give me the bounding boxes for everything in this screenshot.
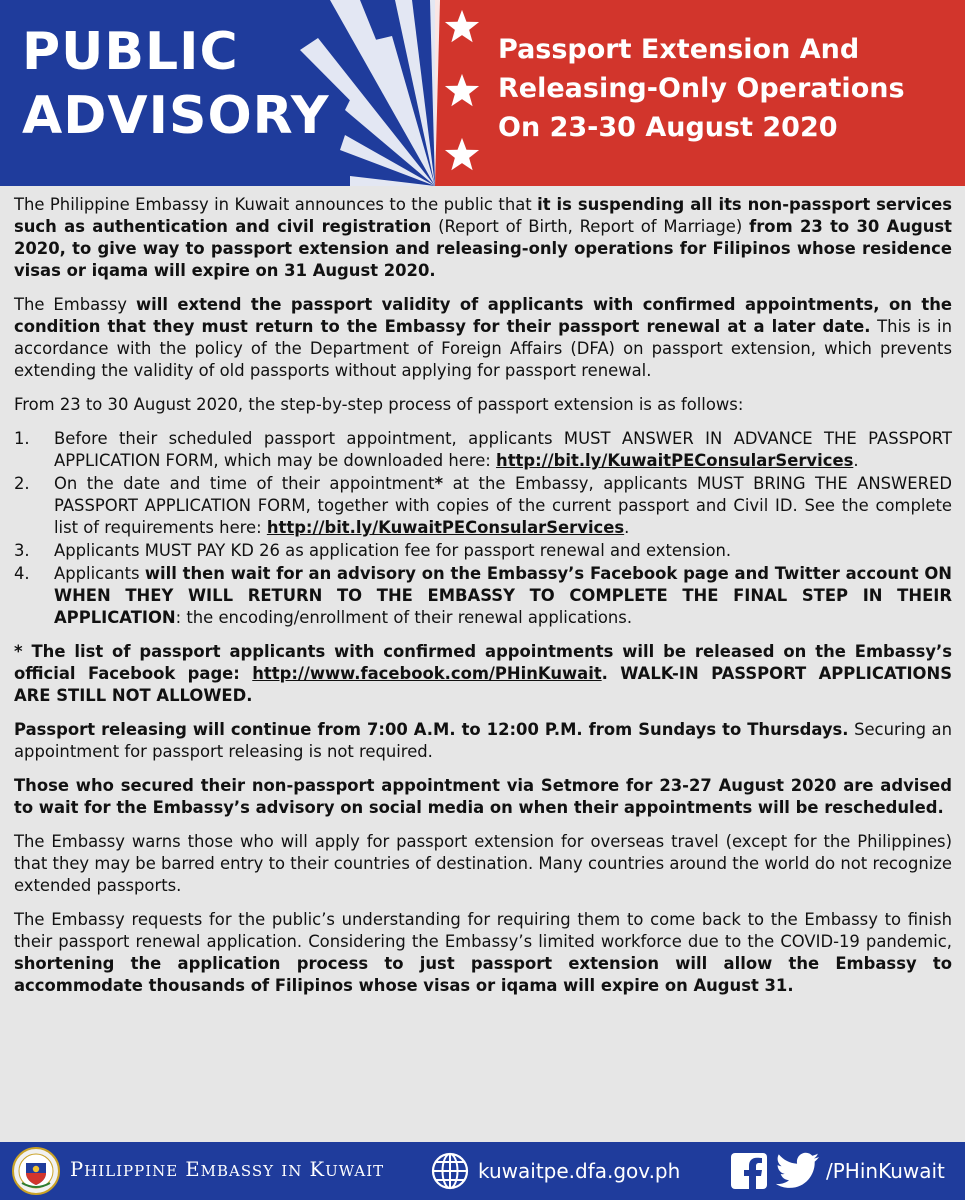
bold-text: shortening the application process to just passport extension will allow the Embassy to accommodate thousands of Filipinos whose visas or iqama will expire on August 31. [14,954,952,995]
text: On the date and time of their appointment [54,474,435,493]
text: HILIPPINE [84,1162,179,1180]
text: This is in accordance with the policy of the Department of Foreign Affairs (DFA) on passport extension, which prevents extending the validity of old passports without applying for passport renewal. [14,317,952,380]
text: Before their scheduled passport appointment, applicants MUST ANSWER IN ADVANCE THE PASSPORT APPLICATION FORM, which may be downloaded here: [54,429,952,470]
text: E [185,1158,201,1181]
step-number: 4. [14,564,30,583]
star-icon [443,72,481,110]
consular-services-link[interactable]: http://bit.ly/KuwaitPEConsularServices [496,451,854,470]
bold-text: Passport releasing will continue from 7:00 A.M. to 12:00 P.M. from Sundays to Thursdays. [14,720,849,739]
text: Securing an appointment for passport releasing is not required. [14,720,952,761]
twitter-icon[interactable] [776,1152,820,1190]
text: Applicants [54,564,145,583]
globe-icon [430,1151,470,1191]
text: at the Embassy, applicants MUST BRING THE ANSWERED PASSPORT APPLICATION FORM, together with copies of the current passport and Civil ID. See the complete list of requirements here: [54,474,952,537]
bold-text: . WALK-IN PASSPORT APPLICATIONS ARE STILL NOT ALLOWED. [14,664,952,705]
star-icon [443,8,481,46]
text: UWAIT [325,1162,385,1180]
star-icon [443,136,481,174]
text: Applicants MUST PAY KD 26 as application fee for passport renewal and extension. [54,541,732,560]
text: IN [281,1162,303,1180]
embassy-name [70,1158,384,1181]
advisory-subtitle [498,30,958,147]
bold-text: from 23 to 30 August 2020, to give way to passport extension and releasing-only operations for Filipinos whose residence visas or iqama will expire on 31 August 2020. [14,217,952,280]
paragraph-extension-policy [14,294,952,382]
subtitle-line-2: Releasing-Only Operations [498,73,905,104]
paragraph-understanding [14,909,952,997]
footer-bar [0,1142,965,1200]
facebook-icon[interactable] [730,1152,768,1190]
steps-list [14,428,952,629]
bold-text: will extend the passport validity of applicants with confirmed appointments, on the condition that they must return to the Embassy for their passport renewal at a later date. [14,295,952,336]
paragraph-process-intro: From 23 to 30 August 2020, the step-by-step process of passport extension is as follows: [14,395,744,414]
website-link[interactable]: kuwaitpe.dfa.gov.ph [478,1159,681,1183]
title-line-1: PUBLIC [22,22,239,82]
paragraph-releasing-hours [14,719,952,763]
list-item [14,540,952,562]
text: K [309,1158,326,1181]
step-number: 3. [14,541,30,560]
subtitle-line-1: Passport Extension And [498,34,860,65]
text: : the encoding/enrollment of their renewal applications. [175,608,633,627]
title-line-2: ADVISORY [22,86,330,146]
bold-text: will then wait for an advisory on the Embassy’s Facebook page and Twitter account ON WHEN THEY WILL RETURN TO THE EMBASSY TO COMPLETE THE FINAL STEP IN THEIR APPLICATION [54,564,953,627]
text: MBASSY [200,1162,275,1180]
bold-text: it is suspending all its non-passport services such as authentication and civil registration [14,195,952,236]
text: . [853,451,859,470]
bold-text: * The list of passport applicants with confirmed appointments will be released on the Embassy’s official Facebook page: [14,642,952,683]
paragraph-suspension [14,194,952,282]
text: The Embassy requests for the public’s understanding for requiring them to come back to the Embassy to finish their passport renewal application. Considering the Embassy’s limited workforce due to the COVID-19 pandemic, [14,910,952,951]
page-title [22,20,422,148]
requirements-link[interactable]: http://bit.ly/KuwaitPEConsularServices [266,518,625,537]
asterisk: * [434,474,444,493]
step-number: 1. [14,429,30,448]
social-handle-link[interactable]: /PHinKuwait [826,1159,945,1183]
list-item [14,563,952,629]
text: The Embassy [14,295,136,314]
paragraph-facebook-list [14,641,952,707]
facebook-page-link[interactable]: http://www.facebook.com/PHinKuwait [252,664,602,683]
subtitle-line-3: On 23-30 August 2020 [498,112,838,143]
text: (Report of Birth, Report of Marriage) [431,217,750,236]
advisory-header [0,0,965,186]
advisory-body [14,194,952,1009]
step-number: 2. [14,474,30,493]
text: . [624,518,630,537]
paragraph-travel-warning: The Embassy warns those who will apply for passport extension for overseas travel (except for the Philippines) that they may be barred entry to their countries of destination. Many countries around the world do not recognize extended passports. [14,832,952,895]
text: The Philippine Embassy in Kuwait announces to the public that [14,195,538,214]
text: P [70,1158,85,1181]
bold-text: Those who secured their non-passport appointment via Setmore for 23-27 August 2020 are advised to wait for the Embassy’s advisory on social media on when their appointments will be rescheduled. [14,776,952,817]
list-item [14,428,952,472]
list-item [14,473,952,539]
embassy-seal-icon [12,1147,60,1195]
paragraph-setmore [14,775,952,819]
